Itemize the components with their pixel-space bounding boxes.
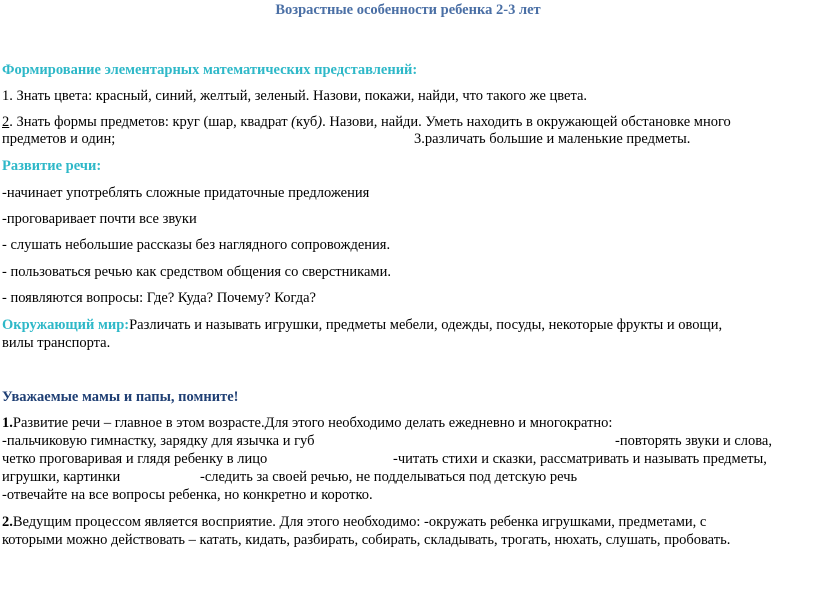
- parents-point-2-line-2: которыми можно действовать – катать, кидать, разбирать, собирать, складывать, трогать, нюхать, слушать, пробовать.: [2, 532, 731, 548]
- document-title: Возрастные особенности ребенка 2-3 лет: [275, 2, 541, 18]
- parents-point-1-line-3a: четко проговаривая и глядя ребенку в лицо: [2, 451, 268, 467]
- speech-item: - слушать небольшие рассказы без наглядного сопровождения.: [2, 237, 391, 253]
- speech-heading: Развитие речи:: [2, 158, 102, 174]
- parents-point-2-text: Ведущим процессом является восприятие. Для этого необходимо: -окружать ребенка игрушками, предметами, с: [12, 514, 707, 530]
- math-item-2: [2, 114, 731, 131]
- math-item-1: 1. Знать цвета: красный, синий, желтый, зеленый. Назови, покажи, найди, что такого же цвета.: [2, 88, 588, 104]
- math-item-2-text-b: . Назови, найди. Уметь находить в окружающей обстановке много: [322, 114, 731, 130]
- math-item-2-kub: куб: [296, 114, 318, 130]
- world-line-1: [2, 317, 722, 334]
- speech-item: -начинает употреблять сложные придаточные предложения: [2, 185, 370, 201]
- math-item-2-paren-close: ): [317, 114, 323, 130]
- parents-point-1-line-2b: -повторять звуки и слова,: [615, 433, 772, 449]
- math-item-2-paren-open: (: [291, 114, 297, 130]
- math-item-2-text-a: . Знать формы предметов: круг (шар, квадрат: [9, 114, 292, 130]
- math-item-2-number: 2: [2, 114, 10, 130]
- parents-heading: Уважаемые мамы и папы, помните!: [2, 389, 239, 405]
- parents-point-1-line-4a: игрушки, картинки: [2, 469, 121, 485]
- speech-item: - появляются вопросы: Где? Куда? Почему? Когда?: [2, 290, 316, 306]
- parents-point-1-line-4b: -следить за своей речью, не подделываться под детскую речь: [200, 469, 578, 485]
- parents-point-1-line-3b: -читать стихи и сказки, рассматривать и называть предметы,: [393, 451, 767, 467]
- parents-point-1-line-2a: -пальчиковую гимнастку, зарядку для язычка и губ: [2, 433, 315, 449]
- parents-point-1-line-1: [2, 415, 612, 432]
- math-item-3: 3.различать большие и маленькие предметы.: [414, 131, 691, 147]
- parents-point-1-text: Развитие речи – главное в этом возрасте.Для этого необходимо делать ежедневно и многократно:: [12, 415, 613, 431]
- parents-point-1-line-5: -отвечайте на все вопросы ребенка, но конкретно и коротко.: [2, 487, 373, 503]
- math-item-2-line-2: предметов и один;: [2, 131, 116, 147]
- parents-point-2-number: 2.: [2, 514, 13, 530]
- world-text-1: Различать и называть игрушки, предметы мебели, одежды, посуды, некоторые фрукты и овощи,: [129, 317, 723, 333]
- world-heading: Окружающий мир:: [2, 317, 130, 333]
- math-heading: Формирование элементарных математических представлений:: [2, 62, 418, 78]
- parents-point-1-number: 1.: [2, 415, 13, 431]
- speech-item: -проговаривает почти все звуки: [2, 211, 197, 227]
- speech-item: - пользоваться речью как средством общения со сверстниками.: [2, 264, 391, 280]
- parents-point-2-line-1: [2, 514, 706, 531]
- world-text-2: вилы транспорта.: [2, 335, 111, 351]
